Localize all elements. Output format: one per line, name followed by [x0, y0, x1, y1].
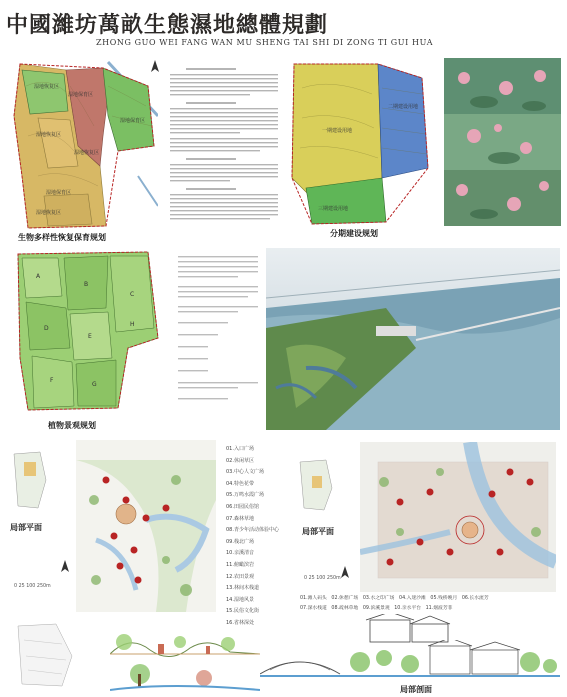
- legend-item: 12.农田景观: [226, 573, 254, 580]
- legend-local-plan-2: [300, 594, 562, 614]
- north-arrow-icon: [340, 566, 350, 580]
- legend-item: 08.青少年活动体验中心: [226, 527, 279, 534]
- legend-item: 05.残桥晚月: [430, 596, 458, 601]
- section-elevation: [260, 640, 560, 680]
- zone-label: 湿地恢复区: [34, 84, 60, 90]
- zone-label: G: [92, 381, 97, 388]
- legend-item: 03.水之印广场: [362, 596, 395, 601]
- legend-item: 11.烟波芳菲: [425, 606, 453, 611]
- zone-label: 二期建设用地: [388, 104, 419, 110]
- page-subtitle: ZHONG GUO WEI FANG WAN MU SHENG TAI SHI DI ZONG TI GUI HUA: [96, 38, 434, 47]
- zone-label: 三期建设用地: [318, 206, 349, 212]
- legend-item: 07.深水栈道: [300, 606, 327, 611]
- zone-label: 湿地恢复区: [36, 210, 62, 216]
- caption-section: 局部剖面: [400, 684, 432, 694]
- caption-local-plan-2: 局部平面: [302, 526, 334, 536]
- zone-label: H: [130, 321, 135, 328]
- legend-item: 08.疏林草地: [331, 606, 359, 611]
- zone-label: E: [88, 333, 92, 340]
- zone-label: B: [84, 281, 89, 288]
- caption-biodiversity: 生物多样性恢复保育规划: [18, 232, 106, 242]
- zone-label: 湿地恢复区: [74, 150, 100, 156]
- zone-label: A: [36, 273, 41, 280]
- legend-item: 09.滨溪景观: [362, 606, 390, 611]
- zone-label: C: [130, 291, 135, 298]
- zone-label: 湿地保育区: [120, 118, 146, 124]
- legend-item: 09.栈北广场: [226, 538, 254, 545]
- north-arrow-icon: [60, 560, 70, 574]
- planting-notes-block: [172, 252, 262, 418]
- zone-label: D: [44, 325, 49, 332]
- zone-label: 湿地保育区: [68, 92, 94, 98]
- scale-bar: 0 25 100 250m: [304, 576, 341, 581]
- page-title: 中國濰坊萬畝生態濕地總體規劃: [6, 12, 329, 38]
- legend-item: 11.俯瞰滨岩: [226, 561, 254, 568]
- key-map-2: [296, 458, 336, 514]
- legend-item: 02.休憩广场: [331, 596, 359, 601]
- key-map-1: [10, 450, 50, 512]
- zone-label: 湿地恢复区: [36, 132, 62, 138]
- biodiversity-map: [8, 56, 158, 234]
- caption-local-plan-1: 局部平面: [10, 522, 42, 532]
- legend-item: 06.田园民俗馆: [226, 503, 259, 510]
- section-sketch-left: [110, 614, 260, 694]
- scale-bar: 0 25 100 250m: [14, 584, 51, 589]
- legend-item: 01.入口广场: [226, 446, 254, 452]
- legend-item: 13.林间木栈道: [226, 585, 259, 592]
- caption-phasing: 分期建设规划: [330, 228, 378, 238]
- legend-item: 01.滩人码头: [300, 596, 327, 601]
- planting-map: [8, 248, 163, 416]
- aerial-render-photo: [266, 248, 560, 430]
- local-plan-2-map: [360, 442, 556, 592]
- legend-item: 15.民俗文化街: [226, 608, 259, 615]
- local-plan-1-map: [76, 440, 216, 612]
- section-building-top: [300, 614, 550, 644]
- lotus-photo: [444, 58, 561, 226]
- north-arrow-icon: [150, 60, 160, 74]
- legend-item: 10.亲溪清音: [226, 550, 254, 557]
- legend-item: 04.特色花带: [226, 480, 254, 487]
- legend-item: 06.长水流芳: [461, 596, 489, 601]
- caption-planting: 植物景观规划: [48, 420, 96, 430]
- legend-item: 02.休闲草区: [226, 457, 254, 464]
- description-text-block: [170, 68, 280, 236]
- legend-item: 10.亲水平台: [394, 606, 422, 611]
- zone-label: 湿地保育区: [46, 190, 72, 196]
- legend-item: 14.湿地风景: [226, 596, 254, 603]
- zone-label: 一期建设用地: [322, 128, 353, 134]
- legend-item: 05.万鸣水霞广场: [226, 492, 264, 499]
- legend-item: 16.省林深处: [226, 619, 254, 626]
- section-key-map: [12, 620, 82, 690]
- legend-item: 07.森林草地: [226, 515, 254, 522]
- phasing-map: [282, 58, 432, 226]
- legend-item: 03.中心人文广场: [226, 469, 264, 476]
- legend-item: 04.入迷沙滩: [399, 596, 426, 601]
- zone-label: F: [50, 377, 54, 384]
